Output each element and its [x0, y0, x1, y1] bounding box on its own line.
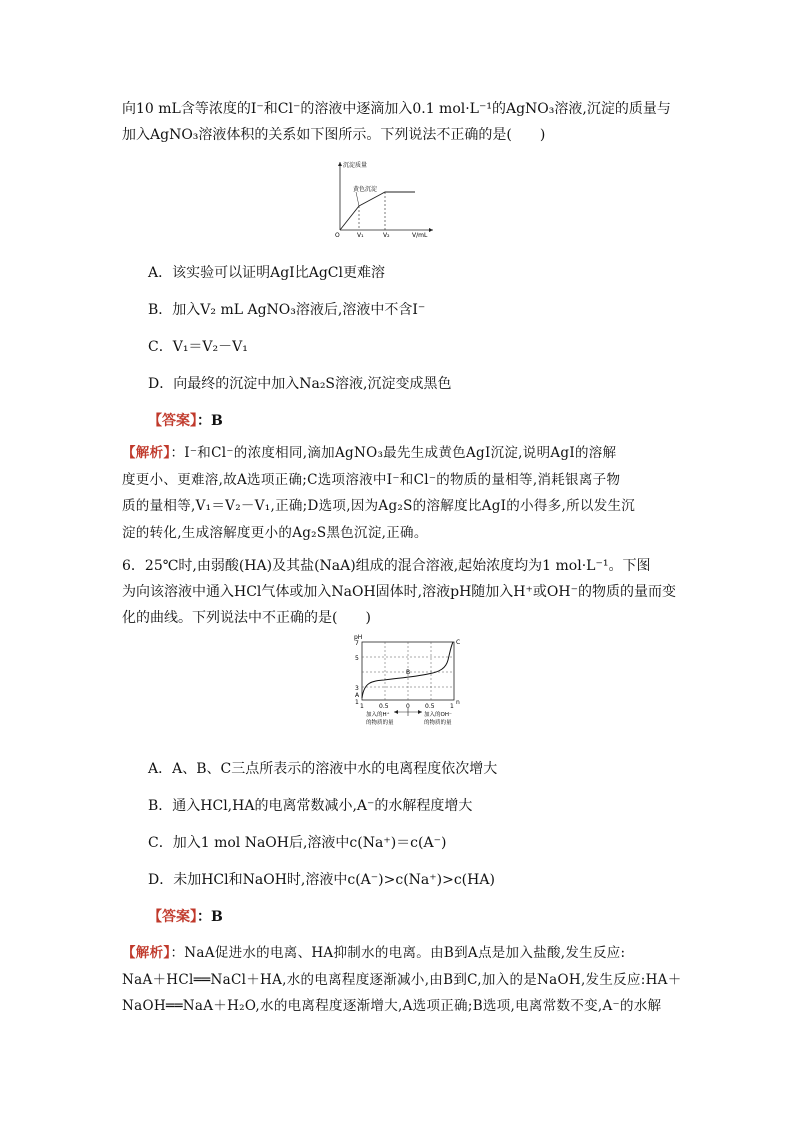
explanation-line: 淀的转化,生成溶解度更小的Ag₂S黑色沉淀,正确。 [122, 524, 428, 541]
ph-xtick: 0 [406, 703, 410, 710]
ph-ylabel: pH [354, 634, 363, 641]
question-6-option-b: B．通入HCl,HA的电离常数减小,A⁻的水解程度增大 [148, 798, 473, 814]
answer-value: ：B [197, 909, 223, 925]
explanation-line: NaOH══NaA＋H₂O,水的电离程度逐渐增大,A选项正确;B选项,电离常数不变,A⁻的水解 [122, 998, 662, 1014]
question-5-option-b: B．加入V₂ mL AgNO₃溶液后,溶液中不含I⁻ [148, 302, 426, 318]
ph-ytick-7: 7 [355, 640, 359, 647]
question-5-explanation [122, 440, 682, 546]
ph-point-b: B [406, 669, 411, 676]
question-6-stem-line-2: 为向该溶液中通入HCl气体或加入NaOH固体时,溶液pH随加入H⁺或OH⁻的物质的量而变 [122, 584, 676, 600]
explanation-line: 【解析】：NaA促进水的电离、HA抑制水的电离。由B到A点是加入盐酸,发生反应: [122, 945, 626, 961]
figure1-xlabel: V/mL [412, 232, 428, 238]
question-6-option-c: C．加入1 mol NaOH后,溶液中c(Na⁺)＝c(A⁻) [148, 835, 447, 851]
question-6-stem-line-1: 6．25℃时,由弱酸(HA)及其盐(NaA)组成的混合溶液,起始浓度均为1 mol·L⁻¹。下图 [122, 558, 651, 574]
ph-point-c: C [456, 639, 461, 646]
figure1-origin: O [335, 232, 340, 238]
explanation-line: 【解析】：I⁻和Cl⁻的浓度相同,滴加AgNO₃最先生成黄色AgI沉淀,说明AgI的溶解 [122, 445, 617, 461]
question-6-answer [148, 906, 223, 926]
explanation-line: 质的量相等,V₁＝V₂－V₁,正确;D选项,因为Ag₂S的溶解度比AgI的小得多,所以发生沉 [122, 498, 636, 514]
question-6-option-d: D．未加HCl和NaOH时,溶液中c(A⁻)>c(Na⁺)>c(HA) [148, 872, 495, 888]
ph-right-caption-1: 加入的OH⁻ [424, 712, 452, 718]
question-6-stem [122, 553, 692, 631]
ph-ytick-3: 3 [355, 685, 359, 692]
answer-label: 【答案】 [148, 413, 197, 429]
explanation-line: NaA＋HCl══NaCl＋HA,水的电离程度逐渐减小,由B到C,加入的是NaOH,发生反应:HA＋ [122, 971, 682, 988]
question-6-option-a: A．A、B、C三点所表示的溶液中水的电离程度依次增大 [148, 761, 498, 777]
precipitate-mass-figure [330, 158, 440, 238]
ph-xtick: 0.5 [425, 703, 435, 710]
ph-right-caption-2: 的物质的量 [424, 720, 452, 726]
answer-label: 【答案】 [148, 909, 197, 925]
ph-ytick-5: 5 [355, 655, 359, 662]
ph-xtick: 1 [360, 703, 364, 710]
question-6-explanation [122, 940, 682, 1020]
ph-xtick: 1 [450, 703, 454, 710]
question-5-answer [148, 410, 223, 430]
question-5-option-d: D．向最终的沉淀中加入Na₂S溶液,沉淀变成黑色 [148, 376, 452, 392]
question-5-option-a: A．该实验可以证明AgI比AgCl更难溶 [148, 265, 385, 281]
figure1-tick-v1: V₁ [357, 232, 364, 238]
ph-x-unit: n [456, 699, 460, 706]
question-5-stem-line-1: 向10 mL含等浓度的I⁻和Cl⁻的溶液中逐滴加入0.1 mol·L⁻¹的AgNO₃溶液,沉淀的质量与 [122, 101, 671, 117]
figure1-tick-v2: V₂ [383, 232, 390, 238]
figure1-ylabel: 沉淀质量 [343, 162, 368, 169]
question-5-stem [122, 96, 692, 148]
question-6-stem-line-3: 化的曲线。下列说法中不正确的是( ) [122, 610, 371, 626]
explanation-line: 度更小、更难溶,故A选项正确;C选项溶液中I⁻和Cl⁻的物质的量相等,消耗银离子物 [122, 471, 621, 488]
ph-point-a: A [355, 692, 360, 699]
question-5-option-c: C．V₁＝V₂－V₁ [148, 339, 248, 355]
ph-curve-figure [344, 632, 464, 738]
question-5-stem-line-2: 加入AgNO₃溶液体积的关系如下图所示。下列说法不正确的是( ) [122, 127, 546, 143]
ph-left-caption-1: 加入的H⁺ [366, 712, 390, 718]
answer-value: ：B [197, 413, 223, 429]
ph-left-caption-2: 的物质的量 [366, 720, 394, 726]
figure1-annotation: 黄色沉淀 [353, 186, 378, 193]
ph-xtick: 0.5 [379, 703, 389, 710]
explanation-label: 【解析】 [122, 445, 171, 461]
ph-ytick-1: 1 [355, 699, 359, 706]
explanation-label: 【解析】 [122, 945, 171, 961]
